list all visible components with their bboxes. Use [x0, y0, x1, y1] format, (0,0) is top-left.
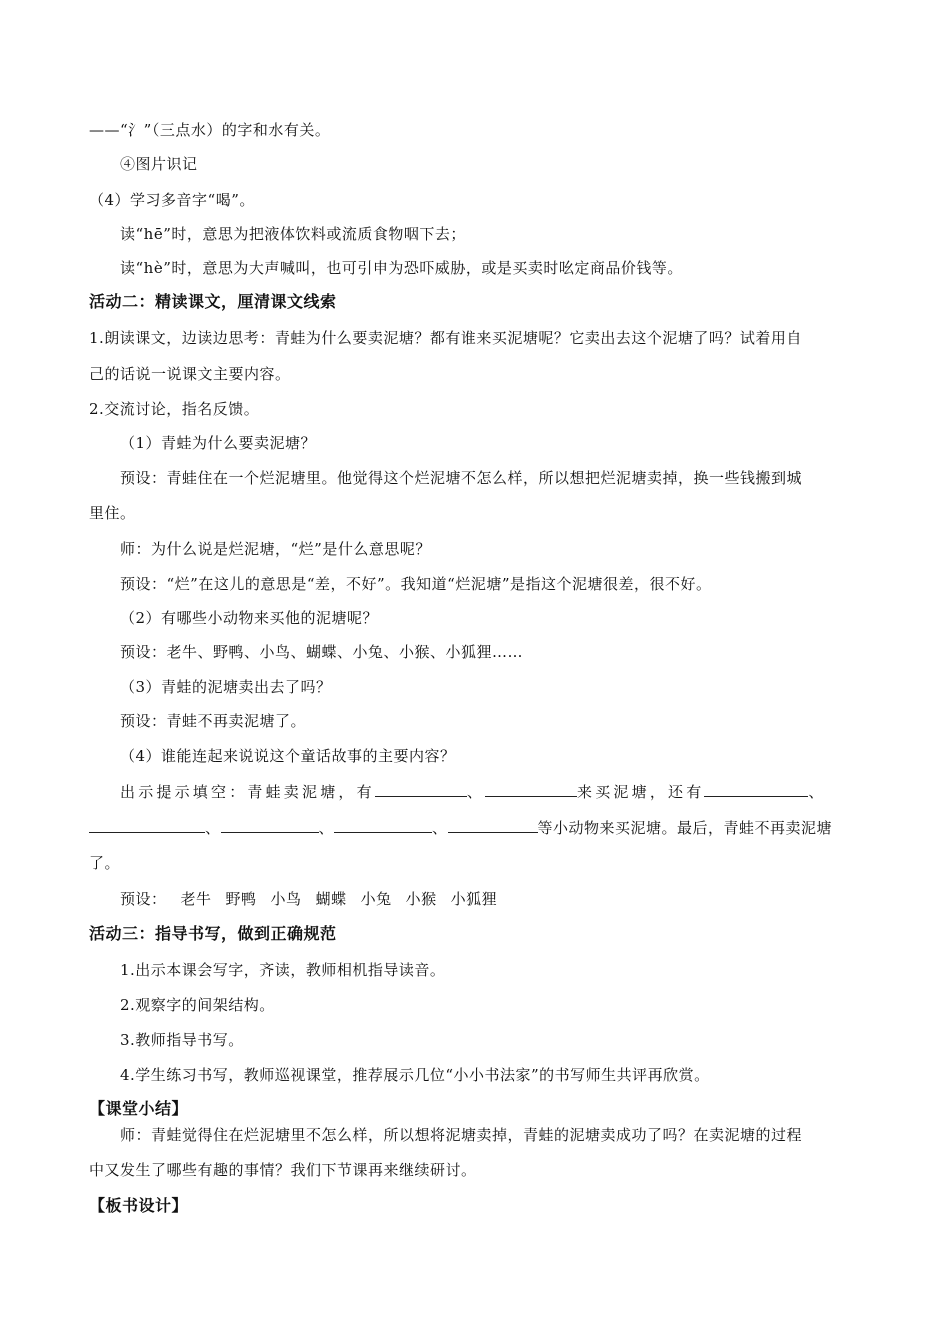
fill-in-line-1: [120, 781, 827, 802]
fill-separator: 、: [808, 783, 827, 801]
answer-item: 小猴: [405, 890, 437, 908]
fill-in-line-end: 了。: [89, 854, 121, 872]
text-line-question-4: （4）谁能连起来说说这个童话故事的主要内容？: [120, 747, 456, 765]
answer-item: 小鸟: [270, 890, 302, 908]
text-line-teacher-question: 师：为什么说是烂泥塘，“烂”是什么意思呢？: [120, 540, 431, 558]
fill-prompt-text: 来买泥塘，还有: [577, 783, 705, 801]
text-line-writing-2: 2.观察字的间架结构。: [120, 996, 275, 1014]
section-heading-board-design: 【板书设计】: [89, 1196, 189, 1215]
fill-blank: [375, 781, 467, 797]
fill-blank: [448, 817, 538, 833]
section-heading-summary: 【课堂小结】: [89, 1099, 189, 1118]
text-line-he1: 读“hē”时，意思为把液体饮料或流质食物咽下去；: [120, 225, 466, 243]
text-line-water-radical: ——“氵”（三点水）的字和水有关。: [89, 121, 331, 139]
fill-separator: 、: [318, 819, 335, 837]
answer-label: 预设：: [120, 890, 167, 908]
text-line-summary: 师：青蛙觉得住在烂泥塘里不怎么样，所以想将泥塘卖掉，青蛙的泥塘卖成功了吗？在卖泥塘的过程: [120, 1126, 803, 1144]
text-line-writing-4: 4.学生练习书写，教师巡视课堂，推荐展示几位“小小书法家”的书写师生共评再欣赏。: [120, 1066, 710, 1084]
text-line-picture-memory: ④图片识记: [120, 155, 198, 173]
section-heading-activity-two: 活动二：精读课文，厘清课文线索: [89, 292, 337, 311]
fill-prompt-text: 出示提示填空：青蛙卖泥塘，有: [120, 783, 375, 801]
fill-separator: 、: [466, 783, 486, 801]
text-line-question-3: （3）青蛙的泥塘卖出去了吗？: [120, 678, 332, 696]
answer-item: 小狐狸: [450, 890, 498, 908]
text-line-discussion: 2.交流讨论，指名反馈。: [89, 400, 260, 418]
text-line-question-1: （1）青蛙为什么要卖泥塘？: [120, 434, 317, 452]
section-heading-activity-three: 活动三：指导书写，做到正确规范: [89, 924, 337, 943]
fill-in-line-2: [89, 817, 832, 838]
text-line-he4: 读“hè”时，意思为大声喊叫，也可引申为恐吓威胁，或是买卖时吆定商品价钱等。: [120, 259, 683, 277]
text-line-answer-lan: 预设：“烂”在这儿的意思是“差，不好”。我知道“烂泥塘”是指这个泥塘很差，很不好。: [120, 575, 712, 593]
text-line-answer-3: 预设：青蛙不再卖泥塘了。: [120, 712, 307, 730]
answer-item: 蝴蝶: [315, 890, 347, 908]
text-line-question-2: （2）有哪些小动物来买他的泥塘呢？: [120, 609, 379, 627]
fill-prompt-text: 等小动物来买泥塘。最后，青蛙不再卖泥塘: [537, 819, 833, 837]
text-line-read-aloud-cont: 己的话说一说课文主要内容。: [89, 365, 291, 383]
text-line-writing-3: 3.教师指导书写。: [120, 1031, 244, 1049]
fill-blank: [334, 817, 432, 833]
fill-blank: [485, 781, 577, 797]
fill-separator: 、: [205, 819, 221, 837]
text-line-answer-1-cont: 里住。: [89, 504, 136, 522]
text-line-polyphone-title: （4）学习多音字“喝”。: [89, 191, 255, 209]
answer-item: 野鸭: [225, 890, 257, 908]
answer-item: 老牛: [180, 890, 212, 908]
answer-list-line: [120, 889, 497, 909]
text-line-summary-cont: 中又发生了哪些有趣的事情？我们下节课再来继续研讨。: [89, 1161, 477, 1179]
fill-blank: [704, 781, 808, 797]
fill-blank: [221, 817, 319, 833]
text-line-answer-2: 预设：老牛、野鸭、小鸟、蝴蝶、小兔、小猴、小狐狸……: [120, 643, 524, 661]
fill-separator: 、: [432, 819, 448, 837]
fill-blank: [89, 817, 205, 833]
text-line-answer-1: 预设：青蛙住在一个烂泥塘里。他觉得这个烂泥塘不怎么样，所以想把烂泥塘卖掉，换一些钱搬到城: [120, 469, 803, 487]
text-line-writing-1: 1.出示本课会写字，齐读，教师相机指导读音。: [120, 961, 446, 979]
answer-item: 小兔: [360, 890, 392, 908]
text-line-read-aloud: 1.朗读课文，边读边思考：青蛙为什么要卖泥塘？都有谁来买泥塘呢？它卖出去这个泥塘了吗？试着用自: [89, 329, 802, 347]
